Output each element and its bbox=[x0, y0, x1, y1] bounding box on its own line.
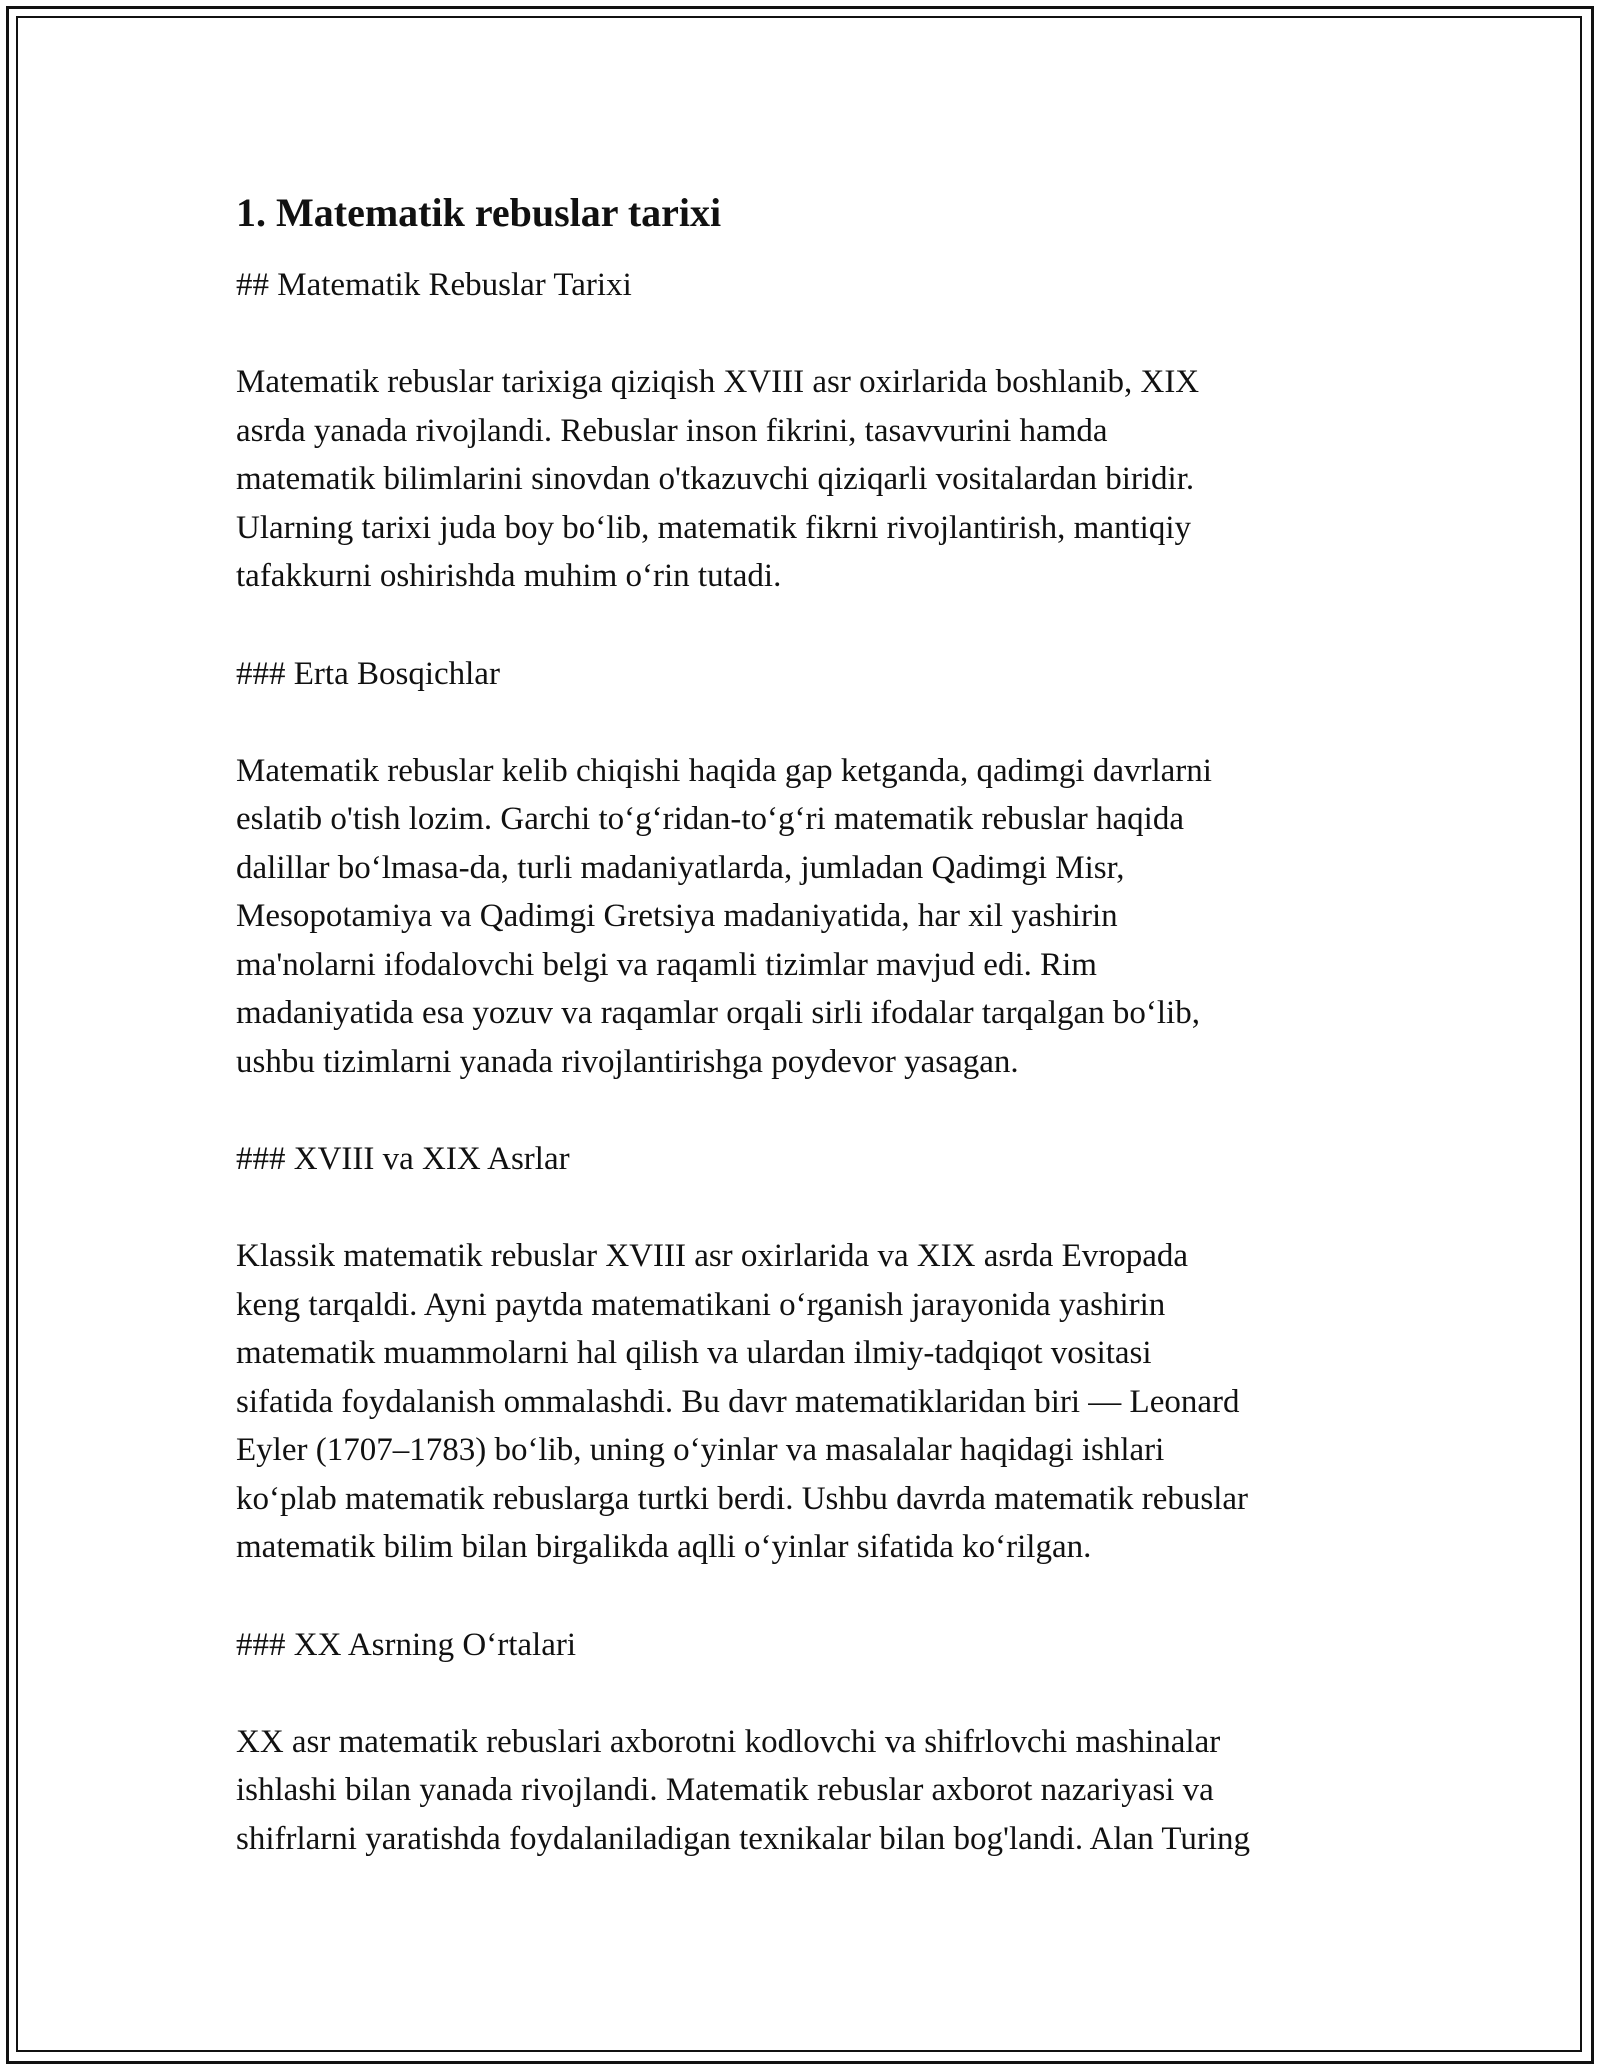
text-line: asrda yanada rivojlandi. Rebuslar inson fikrini, tasavvurini hamda bbox=[236, 412, 1108, 449]
spacer bbox=[236, 1086, 1386, 1135]
text-line: matematik muammolarni hal qilish va ulardan ilmiy-tadqiqot vositasi bbox=[236, 1335, 1152, 1371]
text-line: ishlashi bilan yanada rivojlandi. Matematik rebuslar axborot nazariyasi va bbox=[236, 1772, 1214, 1808]
spacer bbox=[236, 698, 1386, 747]
text-line: madaniyatida esa yozuv va raqamlar orqali sirli ifodalar tarqalgan bo‘lib, bbox=[236, 995, 1200, 1031]
document-title: 1. Matematik rebuslar tarixi bbox=[236, 190, 722, 235]
text-line: tafakkurni oshirishda muhim o‘rin tutadi. bbox=[236, 558, 782, 594]
text-line: eslatib o'tish lozim. Garchi to‘g‘ridan-to‘g‘ri matematik rebuslar haqida bbox=[236, 801, 1184, 837]
xx-asr-paragraph bbox=[236, 1718, 1386, 1864]
erta-bosqichlar-paragraph bbox=[236, 747, 1386, 1087]
text-line: matematik bilim bilan birgalikda aqlli o‘yinlar sifatida ko‘rilgan. bbox=[236, 1529, 1092, 1565]
spacer bbox=[236, 601, 1386, 650]
text-line: Eyler (1707–1783) bo‘lib, uning o‘yinlar va masalalar haqidagi ishlari bbox=[236, 1432, 1165, 1468]
text-line: ushbu tizimlarni yanada rivojlantirishga poydevor yasagan. bbox=[236, 1043, 1019, 1080]
text-line: Matematik rebuslar kelib chiqishi haqida gap ketganda, qadimgi davrlarni bbox=[236, 752, 1212, 789]
markdown-h3-line: ### XX Asrning O‘rtalari bbox=[236, 1626, 577, 1663]
spacer bbox=[236, 1572, 1386, 1621]
document-body bbox=[236, 187, 1386, 1863]
text-line: ko‘plab matematik rebuslarga turtki berdi. Ushbu davrda matematik rebuslar bbox=[236, 1480, 1248, 1517]
text-line: dalillar bo‘lmasa-da, turli madaniyatlarda, jumladan Qadimgi Misr, bbox=[236, 849, 1125, 886]
spacer bbox=[236, 1183, 1386, 1232]
text-line: Matematik rebuslar tarixiga qiziqish XVIII asr oxirlarida boshlanib, XIX bbox=[236, 364, 1200, 400]
markdown-h2-line: ## Matematik Rebuslar Tarixi bbox=[236, 267, 632, 303]
intro-paragraph bbox=[236, 358, 1386, 601]
text-line: matematik bilimlarini sinovdan o'tkazuvchi qiziqarli vositalardan biridir. bbox=[236, 461, 1195, 497]
text-line: Klassik matematik rebuslar XVIII asr oxirlarida va XIX asrda Evropada bbox=[236, 1238, 1189, 1274]
text-line: Ularning tarixi juda boy bo‘lib, matematik fikrni rivojlantirish, mantiqiy bbox=[236, 509, 1191, 546]
text-line: shifrlarni yaratishda foydalaniladigan texnikalar bilan bog'landi. Alan Turing bbox=[236, 1820, 1251, 1857]
markdown-h3-line: ### Erta Bosqichlar bbox=[236, 655, 500, 692]
spacer bbox=[236, 309, 1386, 358]
spacer bbox=[236, 1669, 1386, 1718]
text-line: keng tarqaldi. Ayni paytda matematikani o‘rganish jarayonida yashirin bbox=[236, 1286, 1166, 1323]
text-line: Mesopotamiya va Qadimgi Gretsiya madaniyatida, har xil yashirin bbox=[236, 898, 1118, 934]
text-line: sifatida foydalanish ommalashdi. Bu davr matematiklaridan biri — Leonard bbox=[236, 1383, 1240, 1420]
text-line: ma'nolarni ifodalovchi belgi va raqamli tizimlar mavjud edi. Rim bbox=[236, 946, 1097, 983]
xviii-xix-paragraph bbox=[236, 1232, 1386, 1572]
text-line: XX asr matematik rebuslari axborotni kodlovchi va shifrlovchi mashinalar bbox=[236, 1723, 1221, 1760]
markdown-h3-line: ### XVIII va XIX Asrlar bbox=[236, 1141, 570, 1177]
